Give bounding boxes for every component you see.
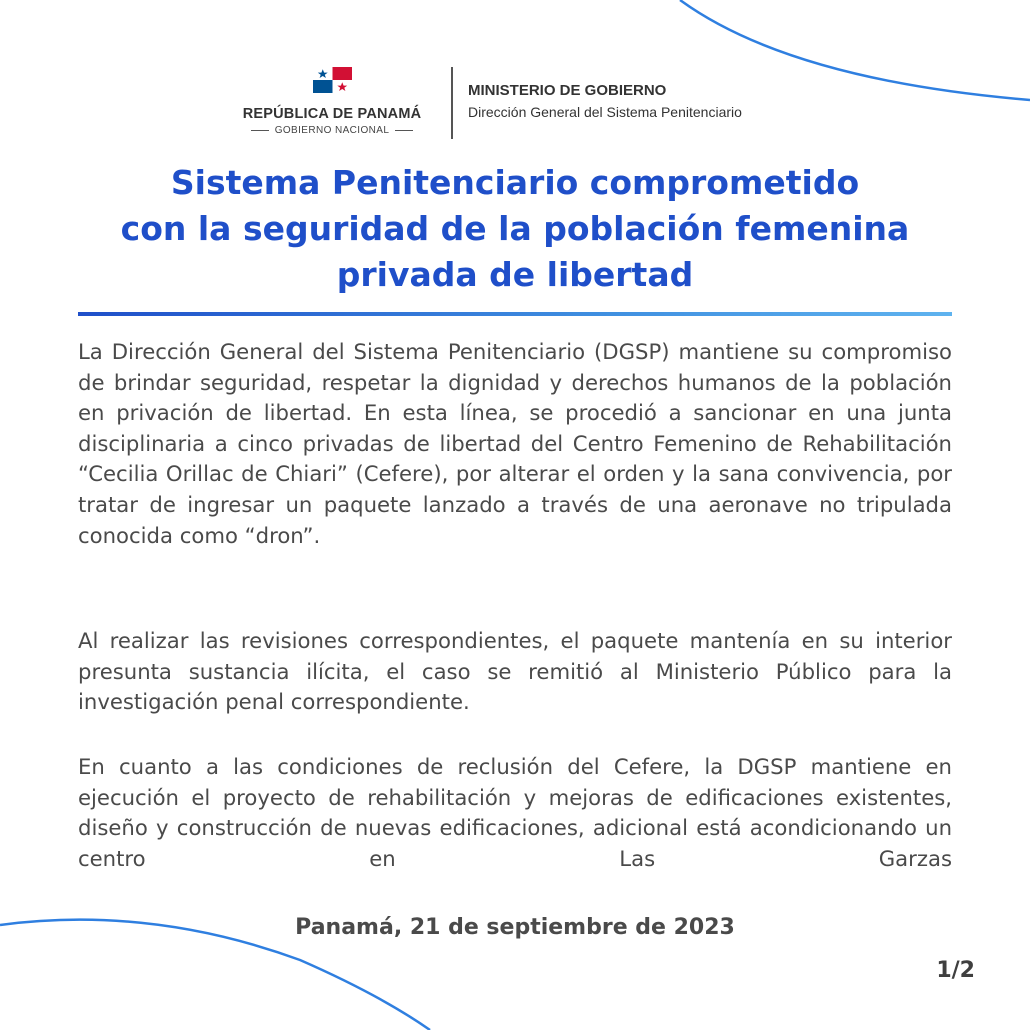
ministry-name: MINISTERIO DE GOBIERNO <box>468 82 667 99</box>
document-date: Panamá, 21 de septiembre de 2023 <box>295 915 735 940</box>
title-line: con la seguridad de la población femenina <box>120 209 910 248</box>
header-divider <box>451 67 453 139</box>
title-divider <box>78 312 952 316</box>
country-name: REPÚBLICA DE PANAMÁ <box>242 106 422 122</box>
body-paragraph: En cuanto a las condiciones de reclusión del Cefere, la DGSP mantiene en ejecución el proyecto de rehabilitación y mejoras de edificaciones existentes, diseño y construcción de nuevas edificaciones, adicional está acondicionando un centro en Las Garzas <box>78 754 952 871</box>
panama-flag-icon <box>313 67 352 93</box>
government-label <box>232 125 432 136</box>
title-line: privada de libertad <box>336 255 694 294</box>
header <box>0 62 1030 142</box>
government-text: GOBIERNO NACIONAL <box>274 125 390 136</box>
page-title <box>60 160 970 298</box>
title-line: Sistema Penitenciario comprometido <box>170 163 860 202</box>
body-paragraph: La Dirección General del Sistema Penitenciario (DGSP) mantiene su compromiso de brindar seguridad, respetar la dignidad y derechos humanos de la población en privación de libertad. En esta línea, se procedió a sancionar en una junta disciplinaria a cinco privadas de libertad del Centro Femenino de Rehabilitación “Cecilia Orillac de Chiari” (Cefere), por alterar el orden y la sana convivencia, por tratar de ingresar un paquete lanzado a través de una aeronave no tripulada conocida como “dron”. <box>78 339 952 548</box>
body-paragraph: Al realizar las revisiones correspondientes, el paquete mantenía en su interior presunta sustancia ilícita, el caso se remitió al Ministerio Público para la investigación penal correspondiente. <box>78 628 952 715</box>
page-indicator: 1/2 <box>936 958 975 983</box>
directorate-name: Dirección General del Sistema Penitenciario <box>468 104 742 120</box>
